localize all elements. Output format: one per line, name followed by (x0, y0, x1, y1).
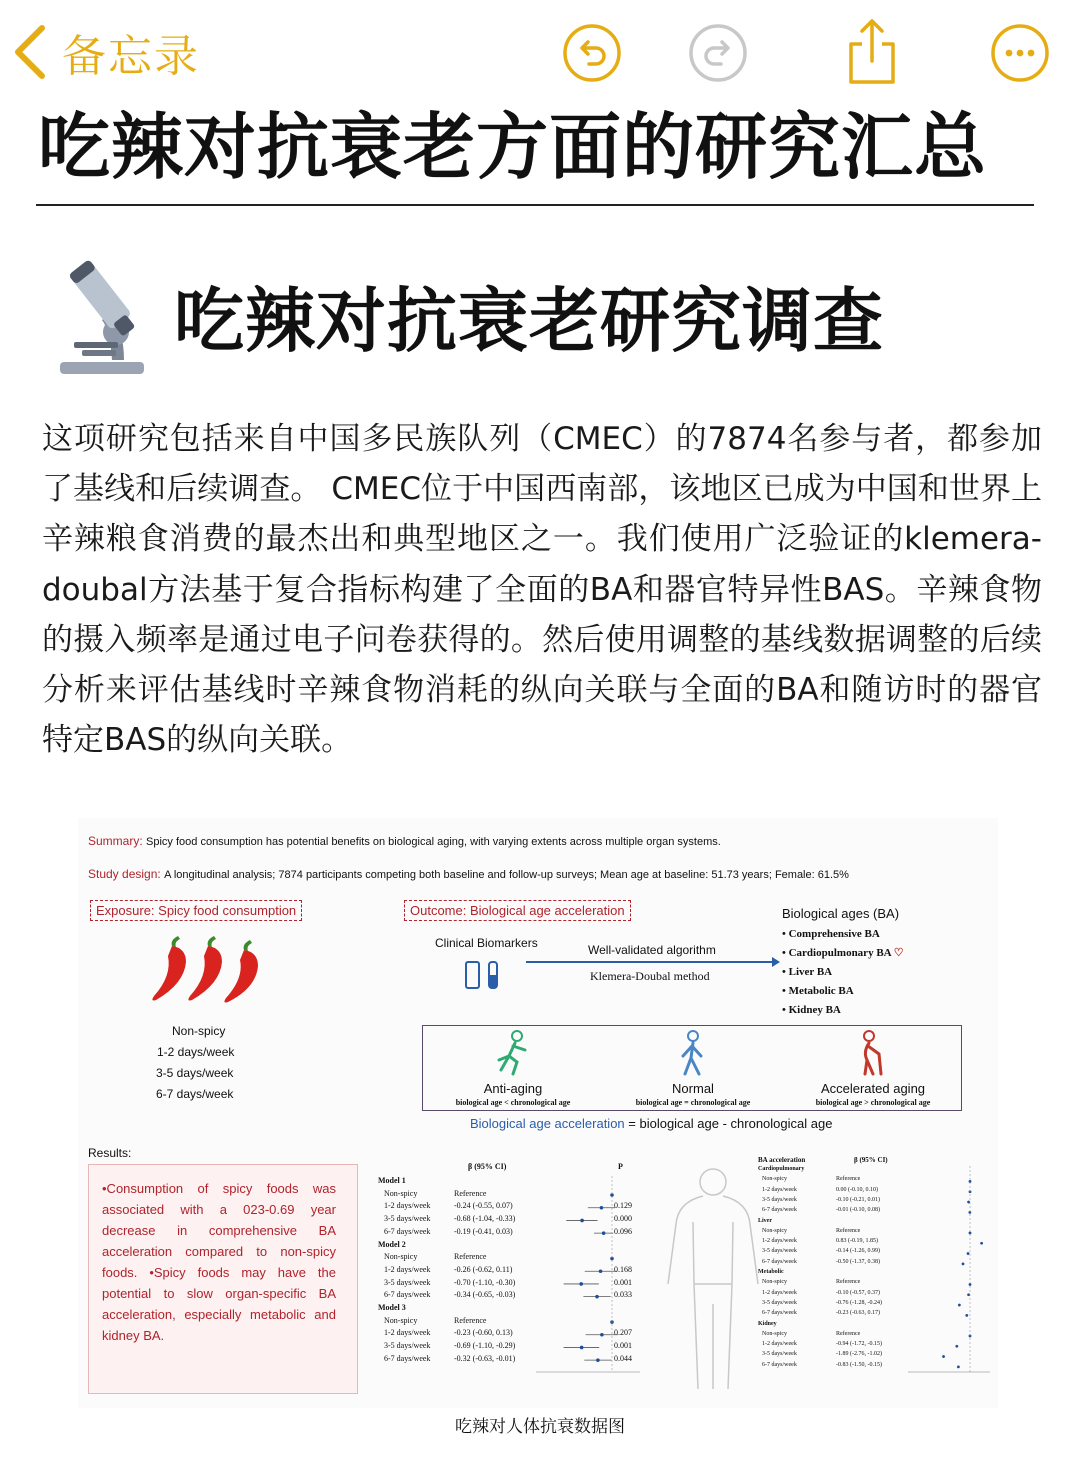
research-figure (78, 818, 998, 1408)
row-p: 0.168 (614, 1264, 632, 1274)
row-label: 6-7 days/week (762, 1258, 797, 1265)
row-beta: -0.10 (-0.21, 0.01) (836, 1196, 880, 1203)
estimate-point (967, 1252, 970, 1255)
ba-item: • Comprehensive BA (782, 928, 880, 940)
section-header (52, 250, 884, 380)
row-label: Non-spicy (384, 1315, 418, 1325)
design-text: A longitudinal analysis; 7874 participants competing both baseline and follow-up surveys; Mean age at baseline: 51.73 years; Female: 61.5% (164, 869, 849, 881)
row-label: 3-5 days/week (762, 1299, 797, 1306)
row-p: 0.096 (614, 1226, 632, 1236)
estimate-point (965, 1314, 968, 1317)
rt-beta-header: β (95% CI) (854, 1156, 888, 1164)
acceleration-equation (470, 1116, 832, 1131)
row-beta: -0.34 (-0.65, -0.03) (454, 1290, 516, 1300)
row-beta: -0.14 (-1.26, 0.99) (836, 1248, 880, 1255)
summary-label: Summary: (88, 834, 143, 848)
undo-icon (562, 23, 622, 83)
ba-item-label: Cardiopulmonary BA (788, 947, 891, 959)
forest-plot-left (536, 1176, 640, 1376)
back-label: 备忘录 (62, 31, 200, 82)
row-label: 1-2 days/week (384, 1264, 431, 1274)
aging-def: biological age > chronological age (815, 1098, 931, 1107)
row-beta: -0.32 (-0.63, -0.01) (454, 1353, 516, 1363)
clinical-biomarkers-label: Clinical Biomarkers (435, 936, 538, 950)
row-beta: -0.76 (-1.28, -0.24) (836, 1299, 882, 1306)
summary-text: Spicy food consumption has potential benefits on biological aging, with varying extents across multiple organ systems. (146, 836, 721, 848)
row-beta: Reference (836, 1227, 861, 1234)
row-label: 1-2 days/week (762, 1289, 797, 1296)
estimate-point (958, 1304, 961, 1307)
estimate-point (962, 1262, 965, 1265)
row-beta: 0.00 (-0.10, 0.10) (836, 1186, 878, 1193)
arrow-icon (526, 956, 780, 968)
estimate-point (602, 1231, 606, 1235)
row-p: 0.044 (614, 1353, 632, 1363)
back-button[interactable] (12, 22, 200, 82)
row-beta: Reference (836, 1176, 861, 1183)
exposure-level: Non-spicy (172, 1024, 226, 1038)
microscope-icon (52, 250, 152, 380)
ba-item: • Cardiopulmonary BA ♡ (782, 947, 904, 959)
row-beta: -0.68 (-1.04, -0.33) (454, 1214, 516, 1224)
row-beta: -0.94 (-1.72, -0.15) (836, 1341, 882, 1348)
body-paragraph: 这项研究包括来自中国多民族队列（CMEC）的7874名参与者，都参加了基线和后续调查。 CMEC位于中国西南部，该地区已成为中国和世界上辛辣粮食消费的最杰出和典型地区之一。我们使用广泛验证的klemera-doubal方法基于复合指标构建了全面的BA和器官特异性BAS。辛辣食物的摄入频率是通过电子问卷获得的。然后使用调整的基线数据调整的后续分析来评估基线时辛辣食物消耗的纵向关联与全面的BA和随访时的器官特定BAS的纵向关联。 (42, 421, 1042, 759)
col-p-header: P (618, 1162, 623, 1171)
row-label: Model 3 (378, 1303, 406, 1312)
anti-aging-column (423, 1030, 603, 1107)
row-beta: Reference (836, 1279, 861, 1286)
row-beta: -0.19 (-0.41, 0.03) (454, 1226, 513, 1236)
row-p: 0.033 (614, 1290, 632, 1300)
estimate-point (580, 1219, 584, 1223)
row-label: Non-spicy (762, 1279, 787, 1286)
row-label: Non-spicy (384, 1188, 418, 1198)
row-label: 1-2 days/week (384, 1328, 431, 1338)
row-label: 1-2 days/week (762, 1186, 797, 1193)
row-p: 0.207 (614, 1328, 632, 1338)
estimate-point (957, 1365, 960, 1368)
chevron-left-icon (12, 24, 48, 80)
row-beta: -0.50 (-1.37, 0.38) (836, 1258, 880, 1265)
forest-table-left (378, 1162, 640, 1388)
row-beta: Reference (454, 1188, 487, 1198)
row-label: 1-2 days/week (384, 1201, 431, 1211)
results-label: Results: (88, 1146, 132, 1160)
more-button[interactable] (990, 23, 1050, 83)
aging-def: biological age < chronological age (455, 1098, 571, 1107)
estimate-point (967, 1201, 970, 1204)
share-button[interactable] (842, 17, 902, 87)
row-beta: -0.23 (-0.63, 0.17) (836, 1310, 880, 1317)
row-label: 6-7 days/week (762, 1361, 797, 1368)
estimate-point (600, 1333, 604, 1337)
ba-item-label: Comprehensive BA (788, 928, 880, 940)
section-title: 吃辣对抗衰老研究调查 (174, 279, 884, 362)
row-beta: -0.70 (-1.10, -0.30) (454, 1277, 516, 1287)
row-label: Model 2 (378, 1239, 406, 1249)
exposure-level: 1-2 days/week (157, 1045, 235, 1059)
estimate-point (942, 1355, 945, 1358)
row-p: 0.129 (614, 1201, 632, 1211)
estimate-point (595, 1295, 599, 1299)
redo-button[interactable] (688, 23, 748, 83)
rt-group-header: BA acceleration (758, 1156, 806, 1164)
exposure-box: Exposure: Spicy food consumption (90, 900, 302, 921)
aging-label: Normal (672, 1081, 714, 1096)
ba-item-label: Kidney BA (788, 1004, 841, 1016)
summary-line (88, 834, 721, 848)
method-label: Klemera-Doubal method (590, 969, 710, 983)
more-icon (990, 23, 1050, 83)
estimate-point (580, 1346, 584, 1350)
row-label: 1-2 days/week (762, 1341, 797, 1348)
ba-item: • Liver BA (782, 966, 833, 978)
ba-item: • Kidney BA (782, 1004, 841, 1016)
row-label: 3-5 days/week (384, 1277, 431, 1287)
estimate-point (955, 1345, 958, 1348)
row-beta: Reference (836, 1330, 861, 1337)
phone-tube-icon (462, 960, 506, 992)
row-label: Non-spicy (762, 1330, 787, 1337)
forest-plot-right (908, 1166, 990, 1376)
ba-item: • Metabolic BA (782, 985, 854, 997)
row-beta: -0.26 (-0.62, 0.11) (454, 1264, 513, 1274)
row-beta: -0.01 (-0.10, 0.08) (836, 1207, 880, 1214)
aging-categories-box (422, 1025, 962, 1111)
undo-button[interactable] (562, 23, 622, 83)
estimate-point (967, 1293, 970, 1296)
row-label: Metabolic (758, 1269, 784, 1275)
accelerated-column (783, 1030, 963, 1107)
row-p: 0.000 (614, 1214, 632, 1224)
aging-label: Accelerated aging (820, 1081, 926, 1096)
ba-item-label: Metabolic BA (788, 985, 854, 997)
equation-term: Biological age acceleration (470, 1116, 625, 1131)
row-label: Model 1 (378, 1176, 406, 1185)
row-label: 6-7 days/week (762, 1207, 797, 1214)
row-label: Liver (758, 1217, 772, 1224)
outcome-box: Outcome: Biological age acceleration (404, 900, 631, 921)
algorithm-label: Well-validated algorithm (588, 943, 716, 957)
aging-label: Anti-aging (483, 1081, 543, 1096)
ba-heading: Biological ages (BA) (782, 906, 900, 921)
col-beta-header: β (95% CI) (468, 1162, 507, 1171)
row-label: Kidney (758, 1320, 777, 1327)
row-label: Non-spicy (762, 1176, 787, 1183)
estimate-point (600, 1206, 604, 1210)
row-label: Non-spicy (762, 1227, 787, 1234)
row-beta: -0.24 (-0.55, 0.07) (454, 1201, 513, 1211)
chili-peppers-icon (150, 936, 268, 1006)
human-body-icon (658, 1164, 768, 1394)
row-label: 3-5 days/week (762, 1351, 797, 1358)
figure-caption: 吃辣对人体抗衰数据图 (455, 1417, 625, 1437)
row-beta: -0.23 (-0.60, 0.13) (454, 1328, 513, 1338)
row-beta: -1.89 (-2.76, -1.02) (836, 1351, 882, 1358)
exposure-level: 3-5 days/week (156, 1066, 234, 1080)
row-beta: -0.69 (-1.10, -0.29) (454, 1341, 516, 1351)
title-divider (36, 204, 1034, 206)
row-label: 6-7 days/week (384, 1290, 431, 1300)
row-p: 0.001 (614, 1341, 632, 1351)
row-label: 3-5 days/week (384, 1214, 431, 1224)
estimate-point (599, 1269, 603, 1273)
exposure-level: 6-7 days/week (156, 1087, 234, 1101)
row-label: Cardiopulmonary (758, 1166, 805, 1172)
estimate-point (579, 1282, 583, 1286)
aging-def: biological age = chronological age (635, 1098, 751, 1107)
row-label: 3-5 days/week (384, 1341, 431, 1351)
row-label: 6-7 days/week (384, 1353, 431, 1363)
note-title: 吃辣对抗衰老方面的研究汇总 (38, 105, 988, 189)
redo-icon (688, 23, 748, 83)
design-line (88, 867, 849, 881)
row-beta: -0.10 (-0.57, 0.37) (836, 1289, 880, 1296)
ba-list (782, 906, 904, 1020)
running-person-icon (493, 1030, 533, 1076)
share-icon (842, 17, 902, 87)
estimate-point (596, 1358, 600, 1362)
design-label: Study design: (88, 867, 161, 881)
row-p: 0.001 (614, 1277, 632, 1287)
equation-rest: = biological age - chronological age (624, 1116, 833, 1131)
estimate-point (980, 1242, 983, 1245)
row-label: 6-7 days/week (384, 1226, 431, 1236)
walking-person-icon (673, 1030, 713, 1076)
row-label: 3-5 days/week (762, 1248, 797, 1255)
row-beta: Reference (454, 1252, 487, 1262)
results-text: •Consumption of spicy foods was associated with a 023-0.69 year decrease in comprehensive BA acceleration compared to non-spicy foods. •Spicy foods may have the potential to slow organ-specific BA acceleration, especially metabolic and kidney BA. (102, 1181, 336, 1343)
row-beta: Reference (454, 1315, 487, 1325)
row-label: 1-2 days/week (762, 1238, 797, 1245)
row-beta: 0.83 (-0.19, 1.85) (836, 1238, 878, 1245)
row-label: Non-spicy (384, 1252, 418, 1262)
row-label: 3-5 days/week (762, 1196, 797, 1203)
top-nav-bar (0, 0, 1080, 100)
row-label: 6-7 days/week (762, 1310, 797, 1317)
row-beta: -0.83 (-1.50, -0.15) (836, 1361, 882, 1368)
ba-item-label: Liver BA (788, 966, 833, 978)
elderly-person-icon (853, 1030, 893, 1076)
normal-column (603, 1030, 783, 1107)
